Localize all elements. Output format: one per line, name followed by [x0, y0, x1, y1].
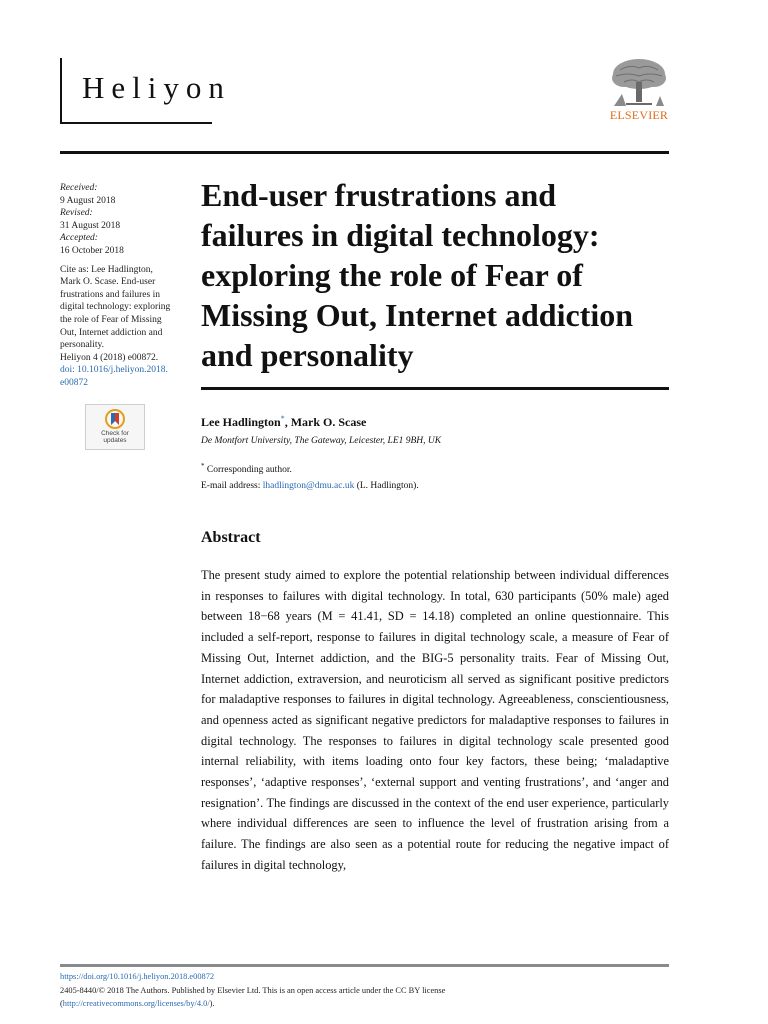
citation-block — [60, 264, 180, 365]
doi-link-line: e00872 — [60, 377, 88, 388]
license-link[interactable]: http://creativecommons.org/licenses/by/4.0/ — [62, 999, 210, 1008]
abstract-text: The present study aimed to explore the potential relationship between individual differences in responses to failures with digital technology. In total, 630 participants (50% male) aged between 18−68 years (M = 41.41, SD = 14.18) completed an online questionnaire. This included a self-report, response to failures in digital technology scale, a measure of Fear of Missing Out, Internet addiction, and the BIG-5 personality traits. Fear of Missing Out, Internet addiction, extraversion, and neuroticism all served as significant positive predictors for maladaptive responses to failures in digital technology. Agreeableness, conscientiousness, and openness acted as significant negative predictors for maladaptive responses to failures in digital technology. The responses to failures in digital technology scale presented good internal reliability, with items loading onto four key factors, these being; ‘maladaptive responses’, ‘adaptive responses’, ‘external support and venting frustrations’, and ‘anger and resignation’. The findings are discussed in the context of the end user experience, particularly where individual differences are seen to influence the level of frustration arising from a failure. The findings are also seen as a potential route for reducing the negative impact of failures in digital technology, — [201, 568, 669, 872]
footer-rule — [60, 964, 669, 967]
citation-line: Heliyon 4 (2018) e00872. — [60, 352, 159, 363]
check-for-updates-button[interactable] — [85, 404, 145, 450]
article-history-sidebar — [60, 182, 180, 390]
article-title — [201, 175, 671, 375]
email-line — [201, 481, 419, 491]
accepted-date: 16 October 2018 — [60, 245, 124, 256]
doi-link[interactable] — [60, 364, 180, 389]
bookmark-icon — [104, 409, 126, 429]
title-line: End-user frustrations and — [201, 177, 557, 213]
corresponding-note-mark: * — [201, 462, 205, 470]
title-rule — [201, 387, 669, 390]
page-footer — [60, 970, 670, 1011]
author-affiliation: De Montfort University, The Gateway, Leicester, LE1 9BH, UK — [201, 436, 442, 446]
citation-line: the role of Fear of Missing — [60, 314, 162, 325]
revised-date: 31 August 2018 — [60, 220, 121, 231]
email-suffix: (L. Hadlington). — [354, 481, 419, 491]
citation-line: Out, Internet addiction and — [60, 327, 163, 338]
elsevier-logo[interactable] — [606, 56, 672, 122]
check-updates-line: Check for — [101, 430, 129, 437]
doi-link-line: doi: 10.1016/j.heliyon.2018. — [60, 365, 168, 376]
elsevier-wordmark: ELSEVIER — [609, 108, 669, 122]
corresponding-author-mark[interactable]: * — [280, 414, 285, 423]
received-date: 9 August 2018 — [60, 195, 116, 206]
abstract-heading: Abstract — [201, 529, 261, 546]
license-url-line — [60, 997, 670, 1011]
author-name[interactable]: Lee Hadlington — [201, 415, 281, 429]
journal-name: Heliyon — [82, 70, 231, 105]
author-name[interactable]: , Mark O. Scase — [284, 415, 367, 429]
email-link[interactable]: lhadlington@dmu.ac.uk — [262, 481, 355, 491]
revised-label: Revised: — [60, 208, 93, 219]
title-line: Missing Out, Internet addiction — [201, 297, 634, 333]
title-line: failures in digital technology: — [201, 217, 600, 253]
license-paren-open: ( — [60, 999, 63, 1008]
citation-line: digital technology: exploring — [60, 302, 171, 313]
title-line: exploring the role of Fear of — [201, 257, 583, 293]
elsevier-tree-icon — [606, 56, 672, 108]
received-label: Received: — [60, 183, 98, 193]
accepted-label: Accepted: — [60, 233, 98, 244]
footer-doi-link[interactable]: https://doi.org/10.1016/j.heliyon.2018.e00872 — [60, 972, 215, 981]
title-line: and personality — [201, 337, 414, 373]
corresponding-author-note — [201, 462, 292, 475]
email-label: E-mail address: — [201, 481, 263, 491]
citation-line: frustrations and failures in — [60, 289, 160, 300]
check-updates-line: updates — [103, 437, 127, 444]
corresponding-note-text: Corresponding author. — [204, 465, 292, 476]
license-statement: 2405-8440/© 2018 The Authors. Published by Elsevier Ltd. This is an open access article under the CC BY license — [60, 985, 446, 995]
license-paren-close: ). — [209, 999, 215, 1008]
citation-line: personality. — [60, 340, 104, 351]
author-list — [201, 414, 366, 430]
header-rule — [60, 151, 669, 154]
citation-line: Cite as: Lee Hadlington, — [60, 264, 153, 275]
citation-line: Mark O. Scase. End-user — [60, 277, 156, 288]
